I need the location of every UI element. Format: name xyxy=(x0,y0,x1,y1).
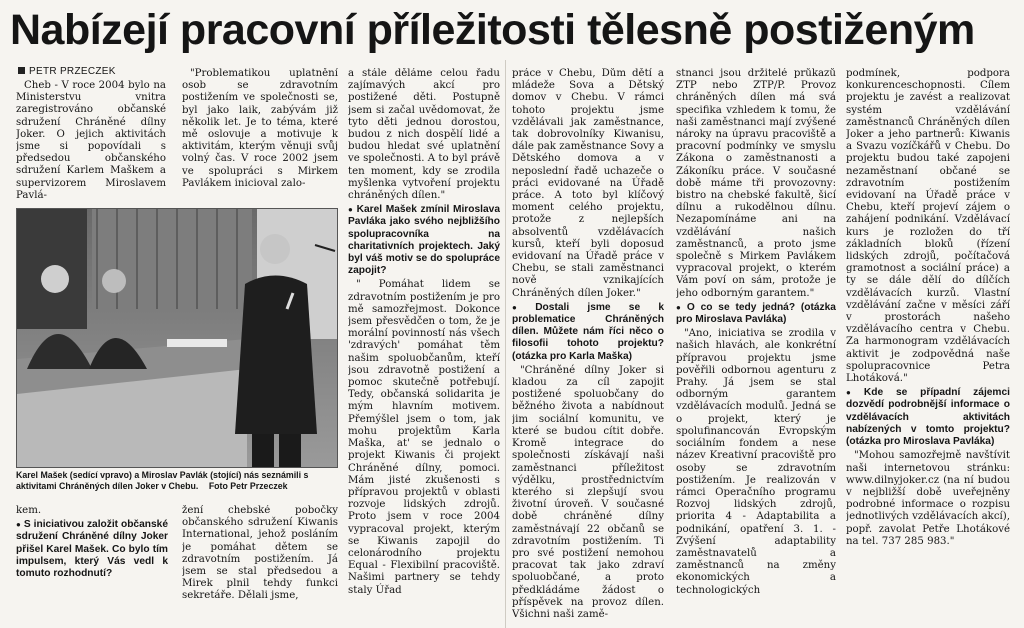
article-photo xyxy=(16,208,338,468)
column-3 xyxy=(348,68,500,624)
page-fold-line xyxy=(505,60,506,628)
bullet-icon: ● xyxy=(348,205,354,215)
column-4 xyxy=(512,68,664,624)
column-6 xyxy=(846,68,1010,624)
caption-text: Karel Mašek (sedící vpravo) a Miroslav Pavlák (stojící) nás seznámili s aktivitami Chráněných dílen Joker v Chebu. xyxy=(16,470,309,491)
conference-photo-image xyxy=(17,209,337,467)
column-1-top xyxy=(16,80,166,204)
col3-paragraph-1: a stále děláme celou řadu zajímavých akcí pro postižené děti. Postupně jsem si začal uvědomovat, že tyto děti jednou dorostou, budou z nich dospělí lidé a budou hledat své uplatnění ve společnosti. A to byl právě ten moment, kdy se zrodila myšlenka vytvoření projektu chráněných dílen." xyxy=(348,68,500,202)
column-1-bottom xyxy=(16,505,168,623)
question-4-text: O co se tedy jedná? (otázka pro Miroslava Pavláka) xyxy=(676,301,836,326)
byline xyxy=(18,66,116,77)
question-4 xyxy=(676,302,836,326)
question-2-text: Karel Mašek zmínil Miroslava Pavláka jako svého nejbližšího spolupracovníka na charitativních projektech. Jaký byl váš motiv se do spolupráce zapojit? xyxy=(348,204,500,277)
col4-paragraph-1: práce v Chebu, Dům dětí a mládeže Sova a Dětský domov v Chebu. V rámci tohoto projektu jsme vzdělávali jak zaměstnance, tak dobrovolníky Kiwanisu, dále pak zaměstnance Sovy a Dětského domova a v neposlední řadě uchazeče o práci evidované na Úřadě práce. A toto byl klíčový moment celého projektu, protože z nejlepších absolventů vzdělávacích kursů, kteří byli doposud evidovaní na Úřadě práce v Chebu, se stali zaměstnanci nově vznikajících Chráněných dílen Joker." xyxy=(512,68,664,299)
photo-caption xyxy=(16,470,338,492)
col5-paragraph-1: stnanci jsou držitelé průkazů ZTP nebo ZTP/P. Provoz chráněných dílen má svá specifika vzhledem k tomu, že naši zaměstnanci mají zvýšené nároky na úpravu pracoviště a pracovní podmínky ve smyslu Zákona o zaměstnanosti a Zákoníku práce. V současné době máme tři provozovny: bistro na chebské fakultě, šicí dílnu a rukodělnou dílnu. Nezapomínáme ani na vzdělávání našich zaměstnanců, a proto jsme společně s Mirkem Pavlákem vypracoval projekt, o kterém Vám poví on sám, protože je jeho odborným garantem." xyxy=(676,68,836,299)
col6-paragraph-2: "Mohou samozřejmě navštívit naši internetovou stránku: www.dilnyjoker.cz (na ní budou v nejbližší době uveřejněny podrobné informace o rozpisu jednotlivých vzdělávacích akcí), popř. zavolat Petře Lhotákové na tel. 737 285 983." xyxy=(846,450,1010,547)
bullet-icon: ● xyxy=(512,302,533,312)
question-3 xyxy=(512,302,664,363)
col4-paragraph-2: "Chráněné dílny Joker si kladou za cíl zapojit postižené spoluobčany do běžného života a nabídnout jim sociální komunitu, ve které se budou cítit dobře. Kromě integrace do společnosti získávají naši zaměstnanci příležitost výdělku, prostřednictvím kterého si zlepšují svou životní úroveň. V současné době chráněné dílny zaměstnávají 22 občanů se zdravotním postižením. Ti pro své postižení nemohou pracovat tak jako zdraví spoluobčané, a proto předkládáme žádost o příspěvek na provoz dílen. Všichni naši zamě- xyxy=(512,364,664,620)
headline: Nabízejí pracovní příležitosti tělesně postiženým xyxy=(10,6,975,54)
question-1-text: S iniciativou založit občanské sdružení Chráněné dílny Joker přišel Karel Mašek. Co bylo tím impulsem, který Vás vedl k tomuto rozhodnutí? xyxy=(16,519,168,580)
byline-author: PETR PRZECZEK xyxy=(29,66,116,77)
col1-continuation: kem. xyxy=(16,505,42,516)
col2-paragraph-bottom: žení chebské pobočky občanského sdružení Kiwanis International, jehož posláním je pomáhat dětem se zdravotním postižením. Já jsem se stal předsedou a Mirek plnil tehdy funkci sekretáře. Dělali jsme, xyxy=(182,505,338,602)
bullet-icon: ● xyxy=(16,520,21,530)
col6-paragraph-1: podmínek, podpora konkurenceschopnosti. Cílem projektu je zavést a realizovat systém vzdělávání zaměstnanců Chráněných dílen Joker a jeho partnerů: Kiwanis a Svazu vozíčkářů v Chebu. Do projektu budou také zapojeni nezaměstnaní občané se zdravotním postižením evidovaní na Úřadě práce v Chebu, kteří projeví zájem o zahájení podnikání. Vzdělávací kurs je rozložen do tří základních bloků (řízení lidských zdrojů, počítačová gramotnost a sociální práce) a ty se dále dělí do dílčích vzdělávacích kurzů. Vlastní vzdělávání začne v měsíci září v prostorách našeho vzdělávacího centra v Chebu. Za harmonogram vzdělávacích aktivit je zodpovědná naše spolupracovnice Petra Lhotáková." xyxy=(846,68,1010,385)
column-5 xyxy=(676,68,836,624)
intro-paragraph: Cheb - V roce 2004 bylo na Ministerstvu vnitra zaregistrováno občanské sdružení Chráněné dílny Joker. O jejich aktivitách jsme si popovídali s předsedou občanského sdružení Karlem Maškem a supervizorem Miroslavem Pavlá- xyxy=(16,80,166,201)
column-2-top xyxy=(182,68,338,204)
question-5 xyxy=(846,387,1010,448)
caption-credit: Foto Petr Przeczek xyxy=(208,481,288,491)
question-5-text: Kde se případní zájemci dozvědí podrobnější informace o vzdělávacích aktivitách nabízených v tomto projektu? (otázka pro Miroslava Pavláka) xyxy=(846,387,1010,448)
col3-paragraph-2: " Pomáhat lidem se zdravotním postižením je pro mě samozřejmost. Dokonce jsem přesvědčen o tom, že je morální povinností nás všech 'zdravých' pomáhat těm našim spoluobčanům, kteří jsou zdravotně postižení a pomoc skutečně potřebují. Tedy, občanská solidarita je mým hlavním motivem. Přemýšlel jsem o tom, jak mohu projektům Karla Maška, at' se jednalo o projekt Kiwanis či projekt Chráněné dílny, pomoci. Mám jisté zkušenosti s přípravou projektů v oblasti rozvoje lidských zdrojů. Proto jsem v roce 2004 vypracoval projekt, kterým se Kiwanis zapojil do celonárodního projektu Equal - Flexibilní pracoviště. Našimi partnery se tehdy staly Úřad xyxy=(348,279,500,596)
question-1 xyxy=(16,519,168,580)
column-2-bottom xyxy=(182,505,338,623)
bullet-icon: ● xyxy=(676,302,684,312)
question-2 xyxy=(348,204,500,277)
col5-paragraph-2: "Ano, iniciativa se zrodila v našich hlavách, ale konkrétní přípravou projektu jsme pověřili odbornou agenturu z Prahy. Já jsem se stal odborným garantem vzdělávacích modulů. Jedná se o projekt, který je spolufinancován Evropským sociálním fondem a nese název Kreativní pracoviště pro osoby se zdravotním postižením. Je realizován v rámci Operačního programu Rozvoj lidských zdrojů, priorita 4 - Adaptabilita a podnikání, opatření 3. 1. - Zvýšení adaptability zaměstnavatelů a zaměstnanců na změny ekonomických a technologických xyxy=(676,328,836,596)
byline-square-icon xyxy=(18,67,25,74)
question-3-text: Dostali jsme se k problematice Chráněných dílen. Můžete nám říci něco o filosofii tohoto projektu? (otázka pro Karla Maška) xyxy=(512,301,664,362)
col2-paragraph-top: "Problematikou uplatnění osob se zdravotním postižením ve společnosti se, byl jako laik, zabývám již několik let. Je to téma, které mě oslovuje a motivuje k aktivitám, kterým věnuji svůj volný čas. V roce 2002 jsem ve spolupráci s Mirkem Pavlákem inicioval zalo- xyxy=(182,68,338,189)
bullet-icon: ● xyxy=(846,388,861,398)
